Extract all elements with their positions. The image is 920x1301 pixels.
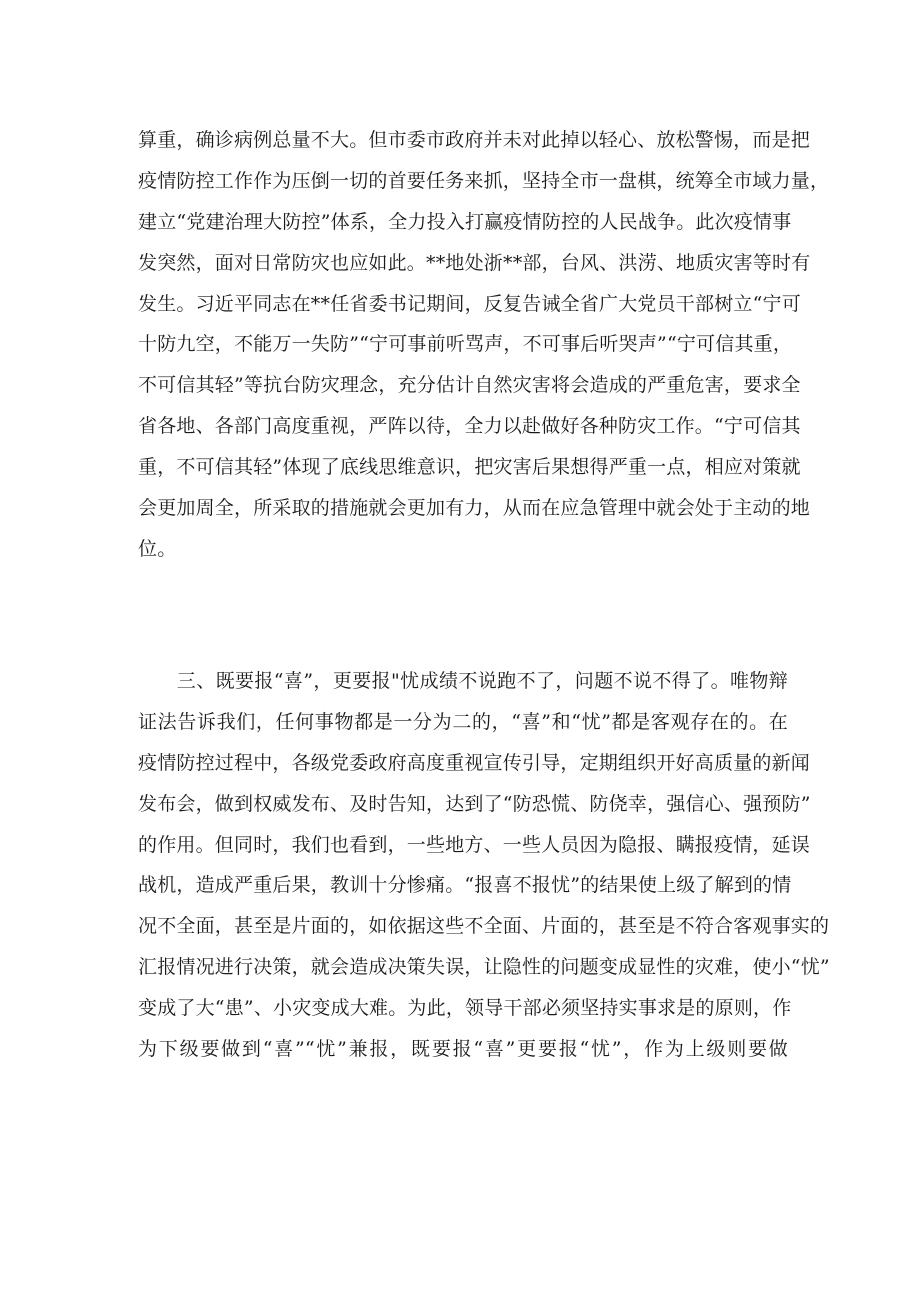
text-line: 疫情防控工作作为压倒一切的首要任务来抓，坚持全市一盘棋，统筹全市域力量，	[138, 169, 830, 192]
text-line: 证法告诉我们，任何事物都是一分为二的，“喜”和“忧”都是客观存在的。在	[138, 710, 788, 733]
text-line: 算重，确诊病例总量不大。但市委市政府并未对此掉以轻心、放松警惕，而是把	[138, 129, 811, 151]
paragraph-1	[138, 120, 830, 570]
text-line: 况不全面，甚至是片面的，如依据这些不全面、片面的，甚至是不符合客观事实的	[138, 915, 830, 938]
text-line: 十防九空，不能万一失防”“宁可事前听骂声，不可事后听哭声”“宁可信其重，	[138, 333, 793, 356]
text-line: 的作用。但同时，我们也看到，一些地方、一些人员因为隐报、瞒报疫情，延误	[138, 833, 811, 856]
text-line: 位。	[138, 537, 177, 560]
text-line: 发突然，面对日常防灾也应如此。**地处浙**部，台风、洪涝、地质灾害等时有	[138, 251, 811, 274]
text-line: 重，不可信其轻”体现了底线思维意识，把灾害后果想得严重一点，相应对策就	[138, 456, 801, 479]
text-line: 疫情防控过程中，各级党委政府高度重视宣传引导，定期组织开好高质量的新闻	[138, 751, 811, 774]
text-line: 汇报情况进行决策，就会造成决策失误，让隐性的问题变成显性的灾难，使小“忧”	[138, 956, 830, 979]
text-line: 建立“党建治理大防控”体系，全力投入打赢疫情防控的人民战争。此次疫情事	[138, 210, 792, 233]
paragraph-2	[138, 661, 830, 1070]
text-line: 战机，造成严重后果，教训十分惨痛。“报喜不报忧”的结果使上级了解到的情	[138, 874, 792, 897]
text-line: 变成了大“患”、小灾变成大难。为此，领导干部必须坚持实事求是的原则，作	[138, 997, 792, 1020]
text-line: 发布会，做到权威发布、及时告知，达到了“防恐慌、防侥幸，强信心、强预防”	[138, 792, 811, 815]
text-line: 为下级要做到“喜”“忧”兼报，既要报“喜”更要报“忧”，作为上级则要做	[138, 1038, 788, 1061]
text-line: 会更加周全，所采取的措施就会更加有力，从而在应急管理中就会处于主动的地	[138, 497, 811, 520]
text-line: 省各地、各部门高度重视，严阵以待，全力以赴做好各种防灾工作。“宁可信其	[138, 415, 801, 438]
text-line: 不可信其轻”等抗台防灾理念，充分估计自然灾害将会造成的严重危害，要求全	[138, 374, 801, 397]
section-heading-line: 三、既要报“喜”，更要报"忧成绩不说跑不了，问题不说不得了。唯物辩	[138, 670, 788, 692]
text-line: 发生。习近平同志在**任省委书记期间，反复告诫全省广大党员干部树立“宁可	[138, 292, 801, 315]
